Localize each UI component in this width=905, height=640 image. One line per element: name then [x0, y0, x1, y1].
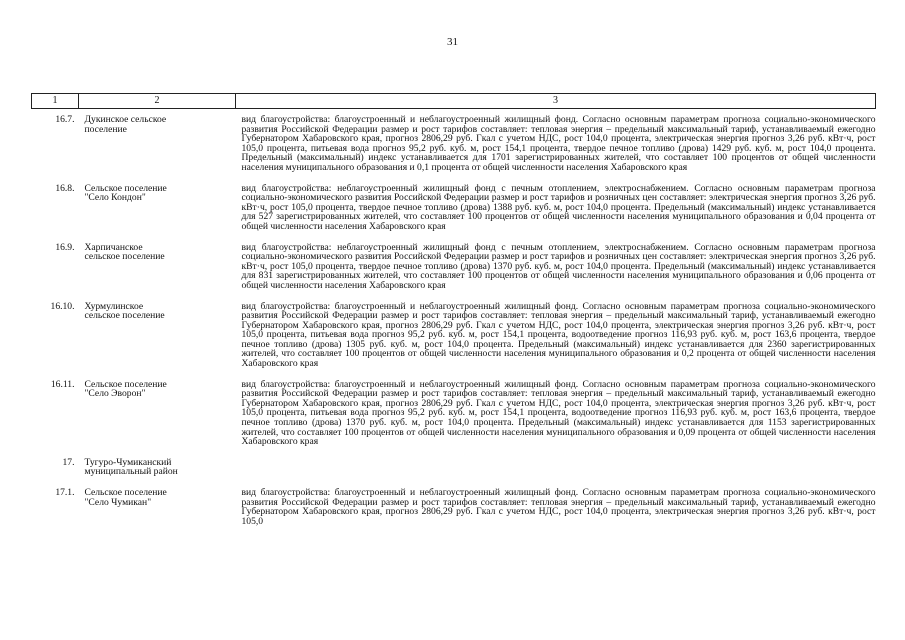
row-number: 16.10. [50, 300, 75, 312]
row-number: 17. [62, 456, 75, 468]
column-header-2: 2 [79, 94, 236, 109]
tariff-description: вид благоустройства: неблагоустроенный жилищный фонд с печным отоплением, электроснабжением. Согласно основным параметрам прогноза социально-экономического развития Российской Федерации размер и рост тарифов и розничных цен составляет: электрическая энергия прогноз 3,26 руб. кВт·ч, рост 105,0 процента, твердое печное топливо (дрова) 1370 руб. куб. м, рост 104,0 процента. Предельный (максимальный) индекс устанавливается для 831 зарегистрированных жителей, что составляет 100 процентов от общей численности населения муниципального образования и 0,06 процента от общей численности населения Хабаровского края [241, 241, 876, 291]
settlement-name: Сельское поселение "Село Эворон" [84, 378, 167, 400]
tariff-description: вид благоустройства: благоустроенный и неблагоустроенный жилищный фонд. Согласно основным параметрам прогноза социально-экономического развития Российской Федерации размер и рост тарифов составляет: тепловая энергия – предельный максимальный тариф, устанавливаемый ежегодно Губернатором Хабаровского края, прогноз 2806,29 руб. Гкал с учетом НДС, рост 104,0 процента, электрическая энергия прогноз 3,26 руб. кВт·ч, рост 105,0 процента, питьевая вода прогноз 95,2 руб. куб. м, рост 154,1 процента, твердое печное топливо (дрова) 1429 руб. куб. м, рост 104,0 процента. Предельный (максимальный) индекс устанавливается для 1701 зарегистрированных жителей, что составляет 100 процентов от общей численности населения муниципального образования и 0,1 процента от общей численности населения Хабаровского края [241, 114, 876, 173]
tariff-description: вид благоустройства: благоустроенный и неблагоустроенный жилищный фонд. Согласно основным параметрам прогноза социально-экономического развития Российской Федерации размер и рост тарифов составляет: тепловая энергия – предельный максимальный тариф, устанавливаемый ежегодно Губернатором Хабаровского края, прогноз 2806,29 руб. Гкал с учетом НДС, рост 104,0 процента, электрическая энергия прогноз 3,26 руб. кВт·ч, рост 105,0 процента, питьевая вода прогноз 95,2 руб. куб. м, рост 154,1 процента, водоотведение прогноз 116,93 руб. куб. м, рост 163,6 процента, твердое печное топливо (дрова) 1370 руб. куб. м, рост 104,0 процента. Предельный (максимальный) индекс устанавливается для 1153 зарегистрированных жителей, что составляет 100 процентов от общей численности населения муниципального образования и 0,09 процента от общей численности населения Хабаровского края [241, 378, 876, 448]
table-row [32, 241, 876, 300]
row-number: 16.9. [55, 241, 75, 253]
table-row [32, 109, 876, 182]
table-row [32, 456, 876, 486]
tariff-table [31, 93, 876, 535]
row-number: 16.7. [55, 114, 75, 125]
column-header-3: 3 [236, 94, 876, 109]
table-row [32, 300, 876, 378]
settlement-name: Сельское поселение "Село Чумикан" [84, 487, 167, 508]
table-row [32, 378, 876, 456]
tariff-description [236, 456, 876, 486]
table-row [32, 486, 876, 535]
row-number: 16.8. [55, 182, 75, 194]
tariff-description: вид благоустройства: неблагоустроенный жилищный фонд с печным отоплением, электроснабжением. Согласно основным параметрам прогноза социально-экономического развития Российской Федерации размер и рост тарифов и розничных цен составляет: электрическая энергия прогноз 3,26 руб. кВт·ч, рост 105,0 процента, твердое печное топливо (дрова) 1388 руб. куб. м, рост 104,0 процента. Предельный (максимальный) индекс устанавливается для 527 зарегистрированных жителей, что составляет 100 процентов от общей численности населения муниципального образования и 0,04 процента от общей численности населения Хабаровского края [241, 182, 876, 232]
tariff-description: вид благоустройства: благоустроенный и неблагоустроенный жилищный фонд. Согласно основным параметрам прогноза социально-экономического развития Российской Федерации размер и рост тарифов составляет: тепловая энергия – предельный максимальный тариф, устанавливаемый ежегодно Губернатором Хабаровского края, прогноз 2806,29 руб. Гкал с учетом НДС, рост 104,0 процента, электрическая энергия прогноз 3,26 руб. кВт·ч, рост 105,0 процента, питьевая вода прогноз 95,2 руб. куб. м, рост 154,1 процента, водоотведение прогноз 116,93 руб. куб. м, рост 163,6 процента, твердое печное топливо (дрова) 1305 руб. куб. м, рост 104,0 процента. Предельный (максимальный) индекс устанавливается для 2360 зарегистрированных жителей, что составляет 100 процентов от общей численности населения муниципального образования и 0,2 процента от общей численности населения Хабаровского края [241, 300, 876, 370]
settlement-name: Дукинское сельское поселение [84, 114, 167, 135]
table-row [32, 182, 876, 241]
settlement-name: Сельское поселение "Село Кондон" [84, 182, 167, 204]
page-number: 31 [447, 36, 458, 48]
column-header-1: 1 [32, 94, 79, 109]
tariff-description: вид благоустройства: благоустроенный и неблагоустроенный жилищный фонд. Согласно основным параметрам прогноза социально-экономического развития Российской Федерации размер и рост тарифов составляет: тепловая энергия – предельный максимальный тариф, устанавливаемый ежегодно Губернатором Хабаровского края, прогноз 2806,29 руб. Гкал с учетом НДС, рост 104,0 процента, электрическая энергия прогноз 3,26 руб. кВт·ч, рост 105,0 [241, 487, 876, 527]
settlement-name: Харпичанское сельское поселение [84, 241, 165, 263]
row-number: 16.11. [50, 378, 75, 390]
district-name: Тугуро-Чумиканский муниципальный район [84, 456, 178, 478]
table-header-row [32, 94, 876, 109]
row-number: 17.1. [55, 487, 75, 498]
settlement-name: Хурмулинское сельское поселение [84, 300, 165, 322]
